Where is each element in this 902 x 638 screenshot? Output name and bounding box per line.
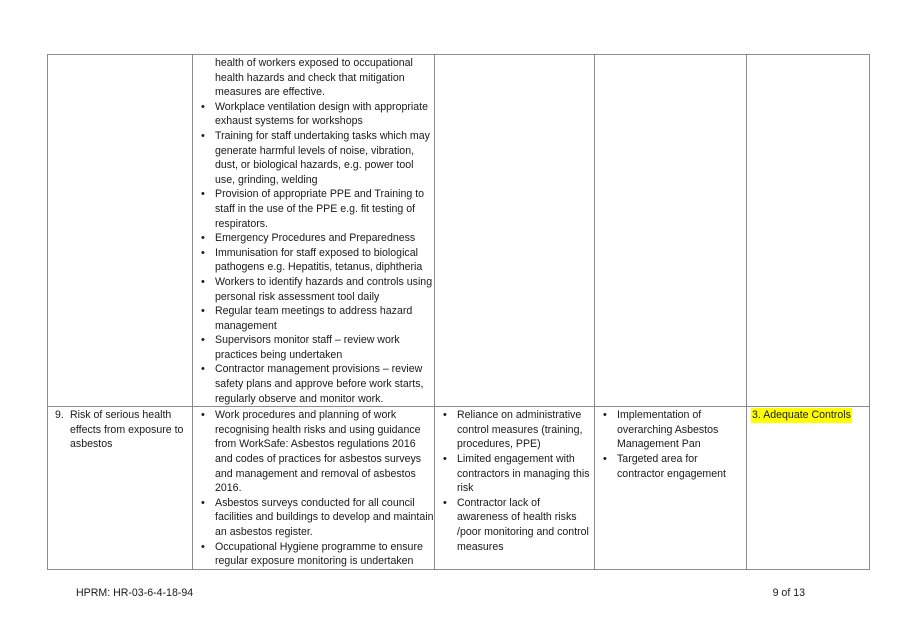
list-item: • Immunisation for staff exposed to biological pathogens e.g. Hepatitis, tetanus, diphtheria	[193, 246, 434, 275]
controls-cell	[193, 407, 435, 570]
risk-description: Risk of serious health effects from exposure to asbestos	[70, 409, 184, 451]
list-item: • Workers to identify hazards and controls using personal risk assessment tool daily	[193, 275, 434, 304]
list-item: • Targeted area for contractor engagement	[595, 452, 746, 481]
list-item: • Training for staff undertaking tasks which may generate harmful levels of noise, vibration, dust, or biological hazards, e.g. power tool use, grinding, welding	[193, 129, 434, 187]
list-item: • Contractor management provisions – review safety plans and approve before work starts, regularly observe and monitor work.	[193, 362, 434, 406]
rating-cell	[747, 55, 870, 407]
control-rating-badge: 3. Adequate Controls	[752, 409, 851, 422]
controls-list	[193, 408, 434, 569]
risk-cell	[48, 55, 193, 407]
controls-cell	[193, 55, 435, 407]
gaps-cell	[435, 55, 595, 407]
controls-list	[193, 100, 434, 406]
table-row	[48, 55, 870, 407]
risk-number: 9.	[55, 409, 64, 422]
list-item: • Asbestos surveys conducted for all council facilities and buildings to develop and maintain an asbestos register.	[193, 496, 434, 540]
actions-list	[595, 408, 746, 481]
risk-cell	[48, 407, 193, 570]
list-item: • Workplace ventilation design with appropriate exhaust systems for workshops	[193, 100, 434, 129]
gaps-list	[435, 408, 594, 554]
risk-title	[48, 408, 192, 452]
list-item: • Limited engagement with contractors in managing this risk	[435, 452, 594, 496]
list-item: • Contractor lack of awareness of health risks /poor monitoring and control measures	[435, 496, 594, 554]
list-item: • Work procedures and planning of work recognising health risks and using guidance from WorkSafe: Asbestos regulations 2016 and codes of practices for asbestos surveys and management and removal of asbestos 2016.	[193, 408, 434, 496]
actions-cell	[595, 407, 747, 570]
list-item: • Emergency Procedures and Preparedness	[193, 231, 434, 246]
table-row	[48, 407, 870, 570]
list-item: • Regular team meetings to address hazard management	[193, 304, 434, 333]
list-item: • Occupational Hygiene programme to ensure regular exposure monitoring is undertaken	[193, 540, 434, 569]
list-item: • Implementation of overarching Asbestos Management Pan	[595, 408, 746, 452]
list-item: • Supervisors monitor staff – review work practices being undertaken	[193, 333, 434, 362]
risk-register-table	[47, 54, 870, 570]
list-item: • Provision of appropriate PPE and Training to staff in the use of the PPE e.g. fit testing of respirators.	[193, 187, 434, 231]
controls-continuation: health of workers exposed to occupational health hazards and check that mitigation measures are effective.	[215, 57, 413, 99]
actions-cell	[595, 55, 747, 407]
rating-cell	[747, 407, 870, 570]
list-item: • Reliance on administrative control measures (training, procedures, PPE)	[435, 408, 594, 452]
document-reference: HPRM: HR-03-6-4-18-94	[76, 587, 194, 599]
gaps-cell	[435, 407, 595, 570]
page-number: 9 of 13	[772, 587, 805, 599]
